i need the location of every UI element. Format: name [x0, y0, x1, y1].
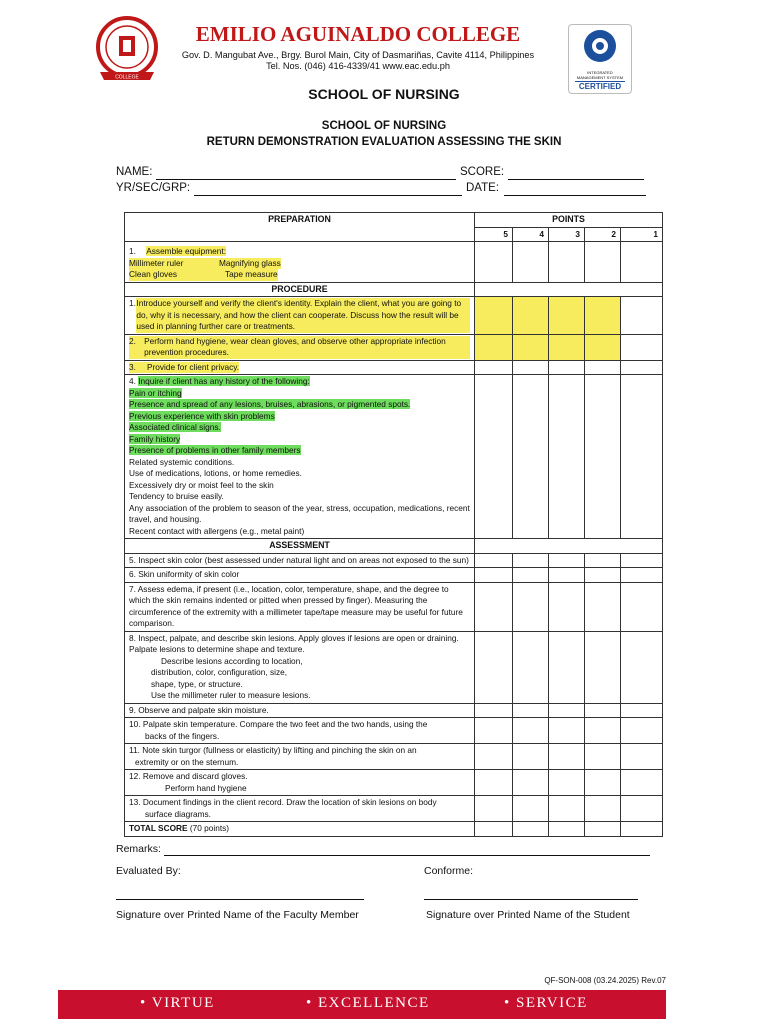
- proc-item-2: 2. Perform hand hygiene, wear clean gloves, and observe other appropriate infection prevention procedures.: [125, 334, 475, 360]
- section-row: [125, 282, 663, 297]
- assess-item-11: [125, 744, 475, 770]
- assess-8-text: 8. Inspect, palpate, and describe skin lesions. Apply gloves if lesions are open or draining. Palpate lesions to determine shape and texture.: [129, 632, 459, 654]
- assess-8-sub: Describe lesions according to location,: [161, 655, 303, 666]
- point-3: 3: [549, 227, 585, 242]
- footer-virtue: • VIRTUE: [140, 995, 215, 1011]
- assess-13-text: 13. Document findings in the client record. Draw the location of skin lesions on body: [129, 797, 437, 807]
- procedure-header: PROCEDURE: [125, 282, 475, 297]
- score-cell[interactable]: [549, 360, 585, 375]
- proc-text: Provide for client privacy.: [147, 361, 240, 372]
- table-header-row: [125, 213, 663, 228]
- school-heading: SCHOOL OF NURSING: [308, 86, 460, 102]
- student-signature-caption: Signature over Printed Name of the Student: [426, 909, 630, 921]
- proc-text: Perform hand hygiene, wear clean gloves, and observe other appropriate infection prevention procedures.: [144, 336, 470, 359]
- prep-equip: Millimeter ruler: [129, 258, 219, 270]
- prep-title: Assemble equipment:: [146, 246, 227, 256]
- score-cell[interactable]: [513, 568, 549, 583]
- section-row: [125, 539, 663, 554]
- score-cell[interactable]: [621, 242, 663, 283]
- score-label: SCORE:: [460, 166, 505, 178]
- prep-equip: Clean gloves: [129, 269, 225, 281]
- point-5: 5: [475, 227, 513, 242]
- score-cell[interactable]: [549, 822, 585, 837]
- history-item: Use of medications, lotions, or home remedies.: [129, 468, 302, 478]
- score-cell[interactable]: [513, 631, 549, 703]
- certified-badge: [568, 24, 632, 94]
- proc4-num: 4.: [129, 376, 136, 386]
- table-row: [125, 553, 663, 568]
- score-cell[interactable]: [621, 631, 663, 703]
- history-item: Pain or itching: [129, 387, 182, 398]
- score-cell[interactable]: [513, 360, 549, 375]
- score-cell[interactable]: [621, 822, 663, 837]
- score-cell[interactable]: [621, 703, 663, 718]
- proc-item-4: [125, 375, 475, 539]
- form-title-2: RETURN DEMONSTRATION EVALUATION ASSESSING THE SKIN: [206, 136, 562, 148]
- score-cell[interactable]: [475, 242, 513, 283]
- score-cell[interactable]: [475, 744, 513, 770]
- table-row: [125, 568, 663, 583]
- proc-item-3: 3. Provide for client privacy.: [125, 360, 475, 375]
- assess-item-7: 7. Assess edema, if present (i.e., location, color, temperature, shape, and the degree to which the skin remains indented or pitted when pressed by finger). Measuring the circumference of the extremity with a millimeter tape/tape measure may be useful for future comparison.: [125, 582, 475, 631]
- score-cell[interactable]: [475, 718, 513, 744]
- score-cell[interactable]: [585, 631, 621, 703]
- score-cell[interactable]: [621, 744, 663, 770]
- history-item: Any association of the problem to season of the year, stress, occupation, medications, recent travel, and housing.: [129, 502, 470, 524]
- score-cell[interactable]: [513, 334, 549, 360]
- seal-text-bottom: COLLEGE: [115, 74, 139, 81]
- section-blank: [475, 539, 663, 554]
- score-cell[interactable]: [549, 703, 585, 718]
- assess-11-cont: extremity or on the sternum.: [135, 756, 239, 767]
- table-row: [125, 360, 663, 375]
- score-cell[interactable]: [475, 568, 513, 583]
- assessment-header: ASSESSMENT: [125, 539, 475, 554]
- assess-item-9: 9. Observe and palpate skin moisture.: [125, 703, 475, 718]
- assess-12-text: 12. Remove and discard gloves.: [129, 771, 248, 781]
- total-score-label: [125, 822, 475, 837]
- score-cell[interactable]: [585, 796, 621, 822]
- history-item: Associated clinical signs.: [129, 422, 221, 432]
- yrsec-field[interactable]: [194, 195, 462, 196]
- table-row: [125, 375, 663, 539]
- score-cell[interactable]: [513, 703, 549, 718]
- form-title-1: SCHOOL OF NURSING: [321, 120, 447, 132]
- score-cell[interactable]: [549, 375, 585, 539]
- score-cell[interactable]: [549, 334, 585, 360]
- score-cell[interactable]: [549, 718, 585, 744]
- score-cell[interactable]: [549, 631, 585, 703]
- name-label: NAME:: [116, 166, 153, 178]
- score-cell[interactable]: [513, 297, 549, 335]
- faculty-signature-line[interactable]: [116, 899, 364, 900]
- assess-8-sub: distribution, color, configuration, size,: [151, 667, 288, 677]
- college-seal-logo: [92, 14, 162, 86]
- score-cell[interactable]: [513, 796, 549, 822]
- score-cell[interactable]: [621, 334, 663, 360]
- table-row: [125, 796, 663, 822]
- total-note: (70 points): [189, 823, 230, 833]
- date-label: DATE:: [466, 182, 500, 194]
- score-cell[interactable]: [513, 770, 549, 796]
- score-cell[interactable]: [585, 334, 621, 360]
- score-cell[interactable]: [621, 553, 663, 568]
- college-contact: Tel. Nos. (046) 416-4339/41 www.eac.edu.ph: [266, 61, 450, 71]
- score-cell[interactable]: [475, 360, 513, 375]
- score-cell[interactable]: [549, 582, 585, 631]
- score-cell[interactable]: [513, 582, 549, 631]
- assess-13-cont: surface diagrams.: [145, 808, 211, 819]
- cert-label: CERTIFIED: [575, 81, 625, 91]
- assess-8-sub: Use the millimeter ruler to measure lesions.: [151, 690, 311, 700]
- score-cell[interactable]: [549, 770, 585, 796]
- score-cell[interactable]: [513, 822, 549, 837]
- score-cell[interactable]: [585, 582, 621, 631]
- certification-icon: [569, 25, 631, 65]
- assess-item-6: 6. Skin uniformity of skin color: [125, 568, 475, 583]
- college-address: Gov. D. Mangubat Ave., Brgy. Burol Main, City of Dasmariñas, Cavite 4114, Philippines: [181, 50, 535, 60]
- score-cell[interactable]: [585, 568, 621, 583]
- proc-text: Introduce yourself and verify the client's identity. Explain the client, what you are going to do, why it is necessary, and how the client can cooperate. Discuss how the result will be used in planning further care or treatments.: [136, 298, 470, 333]
- assess-8-sub: shape, type, or structure.: [151, 678, 243, 689]
- score-cell[interactable]: [585, 822, 621, 837]
- assess-10-cont: backs of the fingers.: [145, 730, 220, 741]
- footer-service: • SERVICE: [504, 995, 588, 1011]
- table-row: [125, 582, 663, 631]
- history-item: Presence and spread of any lesions, bruises, abrasions, or pigmented spots.: [129, 399, 411, 409]
- prep-item: [125, 242, 475, 283]
- score-cell[interactable]: [585, 744, 621, 770]
- name-field[interactable]: [156, 179, 456, 180]
- point-1: 1: [621, 227, 663, 242]
- remarks-field[interactable]: [164, 855, 650, 856]
- prep-num: 1.: [129, 246, 136, 256]
- evaluation-table: [124, 212, 663, 837]
- score-cell[interactable]: [585, 297, 621, 335]
- score-cell[interactable]: [513, 242, 549, 283]
- assess-item-12: [125, 770, 475, 796]
- history-item: Recent contact with allergens (e.g., metal paint): [129, 525, 305, 536]
- table-row: [125, 718, 663, 744]
- score-cell[interactable]: [549, 553, 585, 568]
- score-cell[interactable]: [513, 718, 549, 744]
- history-item: Excessively dry or moist feel to the skin: [129, 479, 274, 490]
- college-name: EMILIO AGUINALDO COLLEGE: [195, 22, 521, 46]
- score-cell[interactable]: [549, 796, 585, 822]
- history-item: Related systemic conditions.: [129, 456, 235, 467]
- history-item: Presence of problems in other family members: [129, 445, 301, 455]
- score-cell[interactable]: [585, 375, 621, 539]
- score-cell[interactable]: [621, 360, 663, 375]
- prep-equip: Magnifying glass: [219, 257, 281, 268]
- cert-text-2: MANAGEMENT SYSTEM: [576, 75, 624, 80]
- score-cell[interactable]: [621, 796, 663, 822]
- table-row: [125, 703, 663, 718]
- prep-equip: Tape measure: [225, 269, 278, 279]
- assess-11-text: 11. Note skin turgor (fullness or elasticity) by lifting and pinching the skin on an: [129, 745, 417, 755]
- score-cell[interactable]: [549, 242, 585, 283]
- cert-text-1: INTEGRATED: [587, 70, 613, 75]
- assess-item-8: [125, 631, 475, 703]
- table-row: [125, 297, 663, 335]
- remarks-label: Remarks:: [116, 843, 161, 855]
- history-item: Tendency to bruise easily.: [129, 491, 224, 501]
- score-cell[interactable]: [621, 568, 663, 583]
- points-header: POINTS: [475, 213, 663, 228]
- score-cell[interactable]: [549, 568, 585, 583]
- student-signature-line[interactable]: [424, 899, 638, 900]
- score-cell[interactable]: [475, 796, 513, 822]
- score-cell[interactable]: [621, 770, 663, 796]
- assess-item-5: 5. Inspect skin color (best assessed under natural light and on areas not exposed to the sun): [125, 553, 475, 568]
- proc-item-1: 1. Introduce yourself and verify the client's identity. Explain the client, what you are going to do, why it is necessary, and how the client can cooperate. Discuss how the result will be used in planning further care or treatments.: [125, 297, 475, 335]
- score-cell[interactable]: [475, 297, 513, 335]
- footer-values-bar: [58, 990, 666, 1019]
- score-field[interactable]: [508, 179, 644, 180]
- score-cell[interactable]: [513, 375, 549, 539]
- score-cell[interactable]: [475, 631, 513, 703]
- history-item: Family history: [129, 433, 181, 444]
- score-cell[interactable]: [585, 770, 621, 796]
- history-item: Previous experience with skin problems: [129, 410, 275, 421]
- yrsec-label: YR/SEC/GRP:: [116, 182, 191, 194]
- total-row: [125, 822, 663, 837]
- table-row: [125, 242, 663, 283]
- score-cell[interactable]: [475, 703, 513, 718]
- score-cell[interactable]: [585, 242, 621, 283]
- section-blank: [475, 282, 663, 297]
- assess-item-13: [125, 796, 475, 822]
- score-cell[interactable]: [475, 582, 513, 631]
- score-cell[interactable]: [585, 718, 621, 744]
- score-cell[interactable]: [475, 770, 513, 796]
- score-cell[interactable]: [549, 297, 585, 335]
- date-field[interactable]: [504, 195, 646, 196]
- score-cell[interactable]: [585, 703, 621, 718]
- score-cell[interactable]: [621, 582, 663, 631]
- assess-12-cont: Perform hand hygiene: [165, 782, 247, 793]
- footer-excellence: • EXCELLENCE: [306, 995, 430, 1011]
- score-cell[interactable]: [621, 297, 663, 335]
- score-cell[interactable]: [475, 822, 513, 837]
- table-row: [125, 770, 663, 796]
- point-2: 2: [585, 227, 621, 242]
- score-cell[interactable]: [475, 375, 513, 539]
- total-label: TOTAL SCORE: [129, 823, 188, 833]
- score-cell[interactable]: [513, 553, 549, 568]
- assess-item-10: [125, 718, 475, 744]
- score-cell[interactable]: [513, 744, 549, 770]
- assess-10-text: 10. Palpate skin temperature. Compare the two feet and the two hands, using the: [129, 719, 428, 729]
- score-cell[interactable]: [621, 375, 663, 539]
- conforme-label: Conforme:: [424, 865, 474, 877]
- table-row: [125, 631, 663, 703]
- score-cell[interactable]: [549, 744, 585, 770]
- point-4: 4: [513, 227, 549, 242]
- preparation-header: PREPARATION: [125, 213, 475, 242]
- score-cell[interactable]: [475, 553, 513, 568]
- score-cell[interactable]: [621, 718, 663, 744]
- score-cell[interactable]: [585, 360, 621, 375]
- score-cell[interactable]: [475, 334, 513, 360]
- form-code: QF-SON-008 (03.24.2025) Rev.07: [544, 976, 666, 985]
- faculty-signature-caption: Signature over Printed Name of the Faculty Member: [116, 909, 359, 921]
- score-cell[interactable]: [585, 553, 621, 568]
- evaluated-by-label: Evaluated By:: [116, 865, 181, 877]
- table-row: [125, 334, 663, 360]
- table-row: [125, 744, 663, 770]
- proc4-title: Inquire if client has any history of the following:: [138, 376, 310, 386]
